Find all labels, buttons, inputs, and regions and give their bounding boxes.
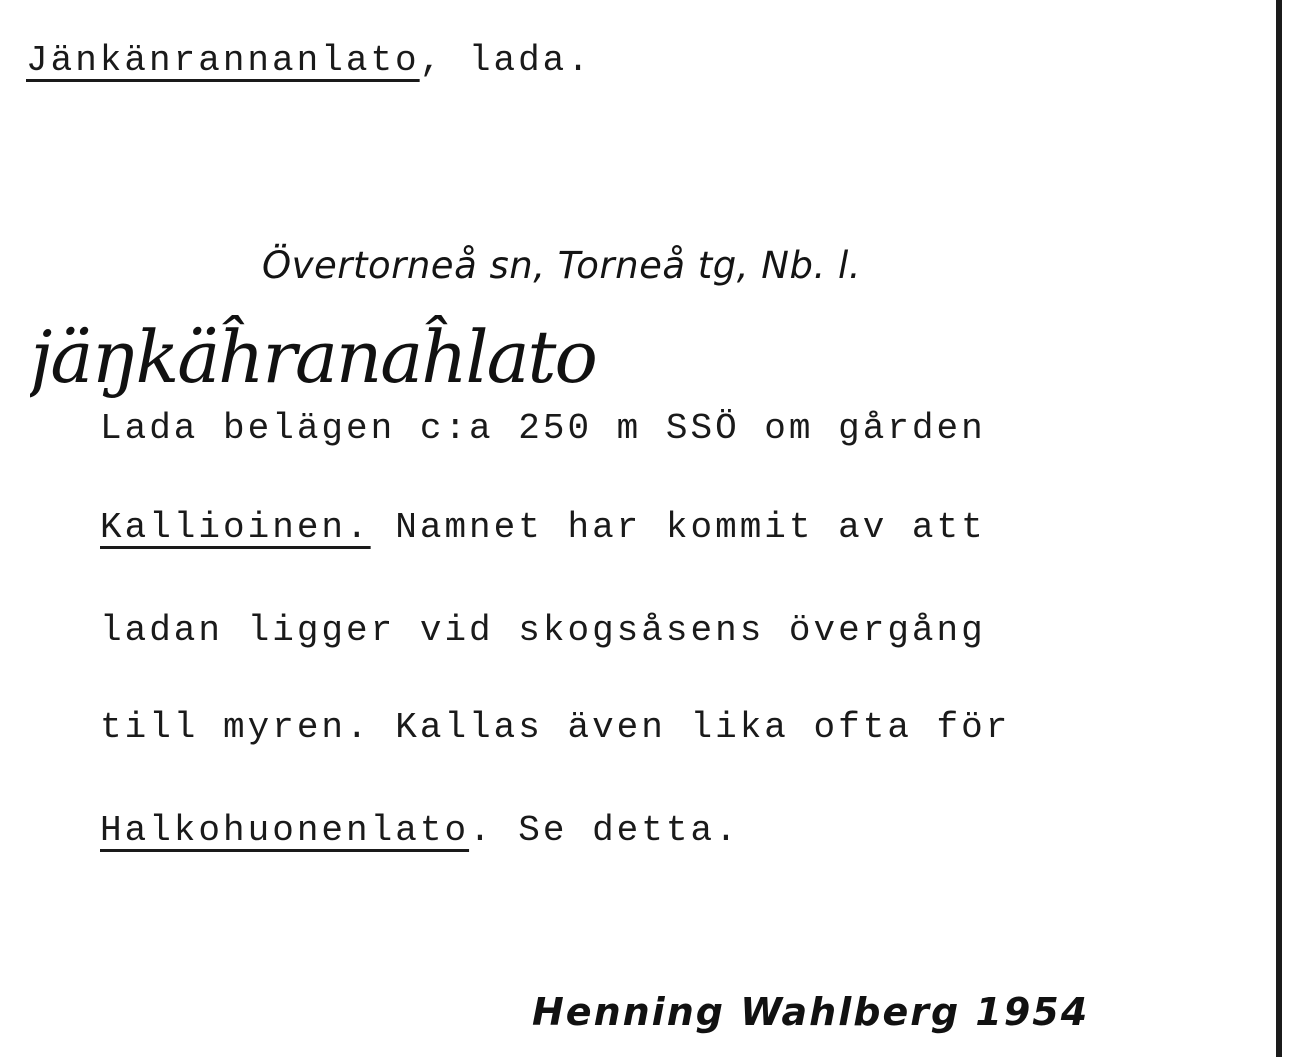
- signature: Henning Wahlberg 1954: [532, 990, 1090, 1034]
- headword-suffix: , lada.: [419, 40, 592, 81]
- place-link-kallioinen: Kallioinen.: [100, 507, 371, 548]
- body-line-1: Lada belägen c:a 250 m SSÖ om gården: [100, 408, 986, 449]
- headword: Jänkänrannanlato: [26, 40, 420, 81]
- body-line-2-text: Namnet har kommit av att: [370, 507, 986, 548]
- place-link-halkohuonenlato: Halkohuonenlato: [100, 810, 470, 851]
- pronunciation-text: jäŋkäĥranaĥlato: [30, 315, 596, 399]
- body-line-4: till myren. Kallas även lika ofta för: [100, 707, 1011, 748]
- card-title: [26, 40, 592, 81]
- body-line-5-text: . Se detta.: [469, 810, 740, 851]
- body-line-3: ladan ligger vid skogsåsens övergång: [100, 610, 986, 651]
- parish-stamp: Övertorneå sn, Torneå tg, Nb. l.: [262, 244, 862, 287]
- body-line-2: [100, 507, 986, 548]
- body-line-5: [100, 810, 740, 851]
- card-margin: [1282, 0, 1300, 1057]
